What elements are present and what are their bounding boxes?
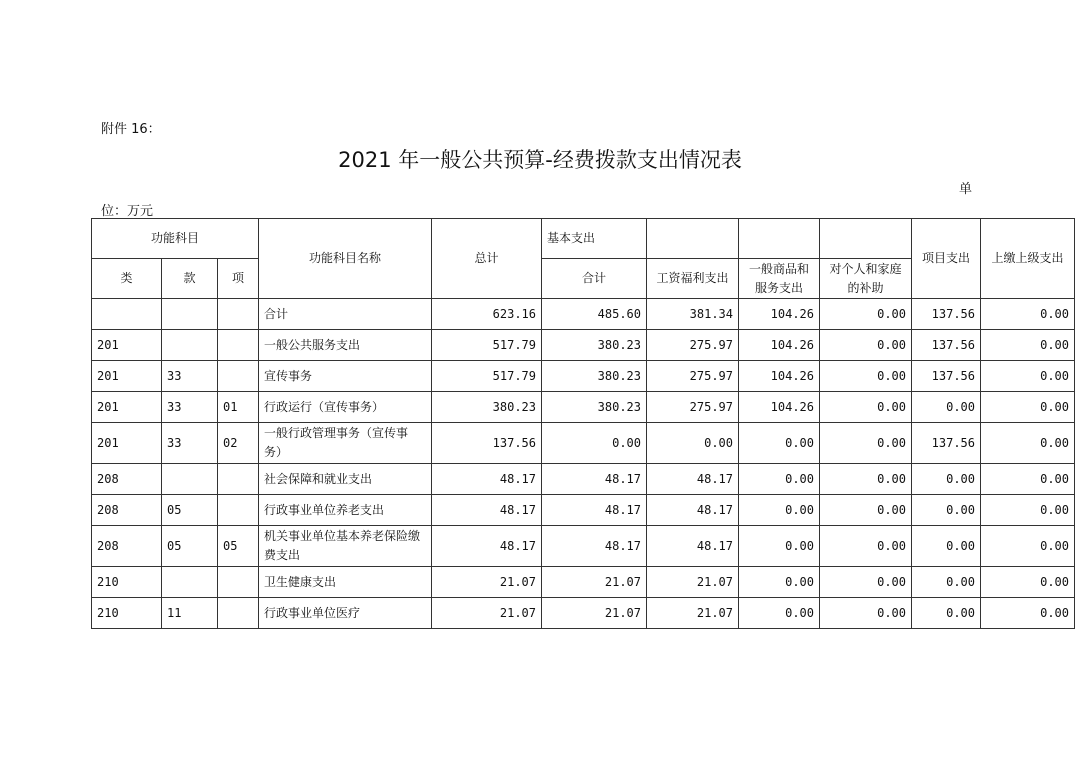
cell-xiang	[218, 299, 259, 330]
header-blank-3	[820, 219, 912, 259]
cell-name: 行政运行（宣传事务）	[259, 392, 432, 423]
header-subtotal: 合计	[542, 259, 647, 299]
cell-name: 一般行政管理事务（宣传事务）	[259, 423, 432, 464]
table-row	[92, 526, 1075, 567]
cell-wages: 275.97	[647, 330, 739, 361]
cell-personal: 0.00	[820, 423, 912, 464]
header-personal: 对个人和家庭的补助	[820, 259, 912, 299]
cell-lei: 201	[92, 392, 162, 423]
cell-wages: 21.07	[647, 567, 739, 598]
cell-wages: 48.17	[647, 464, 739, 495]
header-goods: 一般商品和服务支出	[739, 259, 820, 299]
cell-total: 21.07	[432, 598, 542, 629]
table-row	[92, 495, 1075, 526]
cell-wages: 0.00	[647, 423, 739, 464]
cell-project: 0.00	[912, 598, 981, 629]
cell-project: 0.00	[912, 526, 981, 567]
header-upper: 上缴上级支出	[981, 219, 1075, 299]
cell-total: 48.17	[432, 526, 542, 567]
cell-project: 0.00	[912, 495, 981, 526]
cell-upper: 0.00	[981, 464, 1075, 495]
cell-total: 21.07	[432, 567, 542, 598]
cell-upper: 0.00	[981, 392, 1075, 423]
cell-lei: 201	[92, 330, 162, 361]
cell-personal: 0.00	[820, 299, 912, 330]
table-row	[92, 423, 1075, 464]
header-project: 项目支出	[912, 219, 981, 299]
cell-goods: 104.26	[739, 299, 820, 330]
cell-project: 137.56	[912, 361, 981, 392]
cell-lei: 208	[92, 495, 162, 526]
cell-goods: 104.26	[739, 361, 820, 392]
cell-goods: 0.00	[739, 598, 820, 629]
cell-goods: 0.00	[739, 423, 820, 464]
page-title: 2021 年一般公共预算-经费拨款支出情况表	[338, 148, 742, 172]
header-total: 总计	[432, 219, 542, 299]
table-row	[92, 330, 1075, 361]
cell-kuan: 33	[162, 423, 218, 464]
cell-upper: 0.00	[981, 361, 1075, 392]
cell-total: 517.79	[432, 330, 542, 361]
cell-name: 宣传事务	[259, 361, 432, 392]
cell-project: 137.56	[912, 330, 981, 361]
cell-name: 卫生健康支出	[259, 567, 432, 598]
cell-goods: 0.00	[739, 567, 820, 598]
cell-xiang	[218, 598, 259, 629]
cell-lei: 210	[92, 567, 162, 598]
cell-wages: 48.17	[647, 495, 739, 526]
expenditure-table	[91, 218, 1075, 629]
cell-xiang	[218, 361, 259, 392]
cell-kuan	[162, 567, 218, 598]
header-blank-2	[739, 219, 820, 259]
cell-project: 137.56	[912, 423, 981, 464]
cell-wages: 381.34	[647, 299, 739, 330]
cell-personal: 0.00	[820, 598, 912, 629]
table-row	[92, 598, 1075, 629]
cell-project: 0.00	[912, 567, 981, 598]
cell-lei: 201	[92, 361, 162, 392]
cell-subtotal: 485.60	[542, 299, 647, 330]
cell-total: 48.17	[432, 495, 542, 526]
cell-total: 517.79	[432, 361, 542, 392]
cell-goods: 0.00	[739, 526, 820, 567]
cell-xiang	[218, 495, 259, 526]
cell-name: 一般公共服务支出	[259, 330, 432, 361]
unit-label-part2: 位：万元	[101, 204, 154, 219]
cell-subtotal: 380.23	[542, 392, 647, 423]
cell-upper: 0.00	[981, 330, 1075, 361]
cell-personal: 0.00	[820, 361, 912, 392]
cell-name: 社会保障和就业支出	[259, 464, 432, 495]
cell-subtotal: 0.00	[542, 423, 647, 464]
table-row	[92, 567, 1075, 598]
cell-lei: 208	[92, 464, 162, 495]
cell-wages: 48.17	[647, 526, 739, 567]
cell-lei: 208	[92, 526, 162, 567]
cell-total: 137.56	[432, 423, 542, 464]
cell-kuan	[162, 299, 218, 330]
cell-subtotal: 21.07	[542, 567, 647, 598]
unit-label-part1: 单	[959, 182, 973, 197]
cell-personal: 0.00	[820, 495, 912, 526]
cell-name: 行政事业单位养老支出	[259, 495, 432, 526]
cell-subtotal: 380.23	[542, 361, 647, 392]
cell-subtotal: 21.07	[542, 598, 647, 629]
cell-name: 机关事业单位基本养老保险缴费支出	[259, 526, 432, 567]
cell-wages: 275.97	[647, 392, 739, 423]
cell-kuan	[162, 464, 218, 495]
cell-upper: 0.00	[981, 526, 1075, 567]
header-blank-1	[647, 219, 739, 259]
cell-personal: 0.00	[820, 392, 912, 423]
cell-subtotal: 48.17	[542, 464, 647, 495]
cell-lei: 201	[92, 423, 162, 464]
cell-total: 380.23	[432, 392, 542, 423]
cell-lei	[92, 299, 162, 330]
cell-wages: 21.07	[647, 598, 739, 629]
cell-subtotal: 48.17	[542, 495, 647, 526]
cell-xiang: 01	[218, 392, 259, 423]
cell-upper: 0.00	[981, 423, 1075, 464]
table-row	[92, 361, 1075, 392]
cell-wages: 275.97	[647, 361, 739, 392]
cell-goods: 104.26	[739, 330, 820, 361]
header-func-subject: 功能科目	[92, 219, 259, 259]
cell-name: 行政事业单位医疗	[259, 598, 432, 629]
cell-xiang	[218, 464, 259, 495]
cell-xiang: 02	[218, 423, 259, 464]
cell-total: 48.17	[432, 464, 542, 495]
cell-subtotal: 48.17	[542, 526, 647, 567]
header-xiang: 项	[218, 259, 259, 299]
cell-upper: 0.00	[981, 299, 1075, 330]
header-wages: 工资福利支出	[647, 259, 739, 299]
table-row	[92, 464, 1075, 495]
cell-goods: 0.00	[739, 495, 820, 526]
cell-kuan: 33	[162, 361, 218, 392]
cell-kuan: 11	[162, 598, 218, 629]
cell-xiang	[218, 567, 259, 598]
cell-upper: 0.00	[981, 598, 1075, 629]
header-func-name: 功能科目名称	[259, 219, 432, 299]
cell-project: 137.56	[912, 299, 981, 330]
cell-upper: 0.00	[981, 567, 1075, 598]
cell-lei: 210	[92, 598, 162, 629]
cell-name: 合计	[259, 299, 432, 330]
cell-subtotal: 380.23	[542, 330, 647, 361]
cell-goods: 104.26	[739, 392, 820, 423]
cell-kuan: 33	[162, 392, 218, 423]
header-lei: 类	[92, 259, 162, 299]
cell-project: 0.00	[912, 392, 981, 423]
cell-goods: 0.00	[739, 464, 820, 495]
cell-kuan: 05	[162, 495, 218, 526]
cell-personal: 0.00	[820, 330, 912, 361]
cell-personal: 0.00	[820, 567, 912, 598]
table-row	[92, 392, 1075, 423]
attachment-label: 附件 16：	[101, 122, 161, 137]
header-kuan: 款	[162, 259, 218, 299]
table-row	[92, 299, 1075, 330]
cell-personal: 0.00	[820, 526, 912, 567]
cell-xiang	[218, 330, 259, 361]
cell-personal: 0.00	[820, 464, 912, 495]
cell-xiang: 05	[218, 526, 259, 567]
cell-kuan	[162, 330, 218, 361]
cell-kuan: 05	[162, 526, 218, 567]
cell-upper: 0.00	[981, 495, 1075, 526]
cell-project: 0.00	[912, 464, 981, 495]
cell-total: 623.16	[432, 299, 542, 330]
header-basic: 基本支出	[542, 219, 647, 259]
